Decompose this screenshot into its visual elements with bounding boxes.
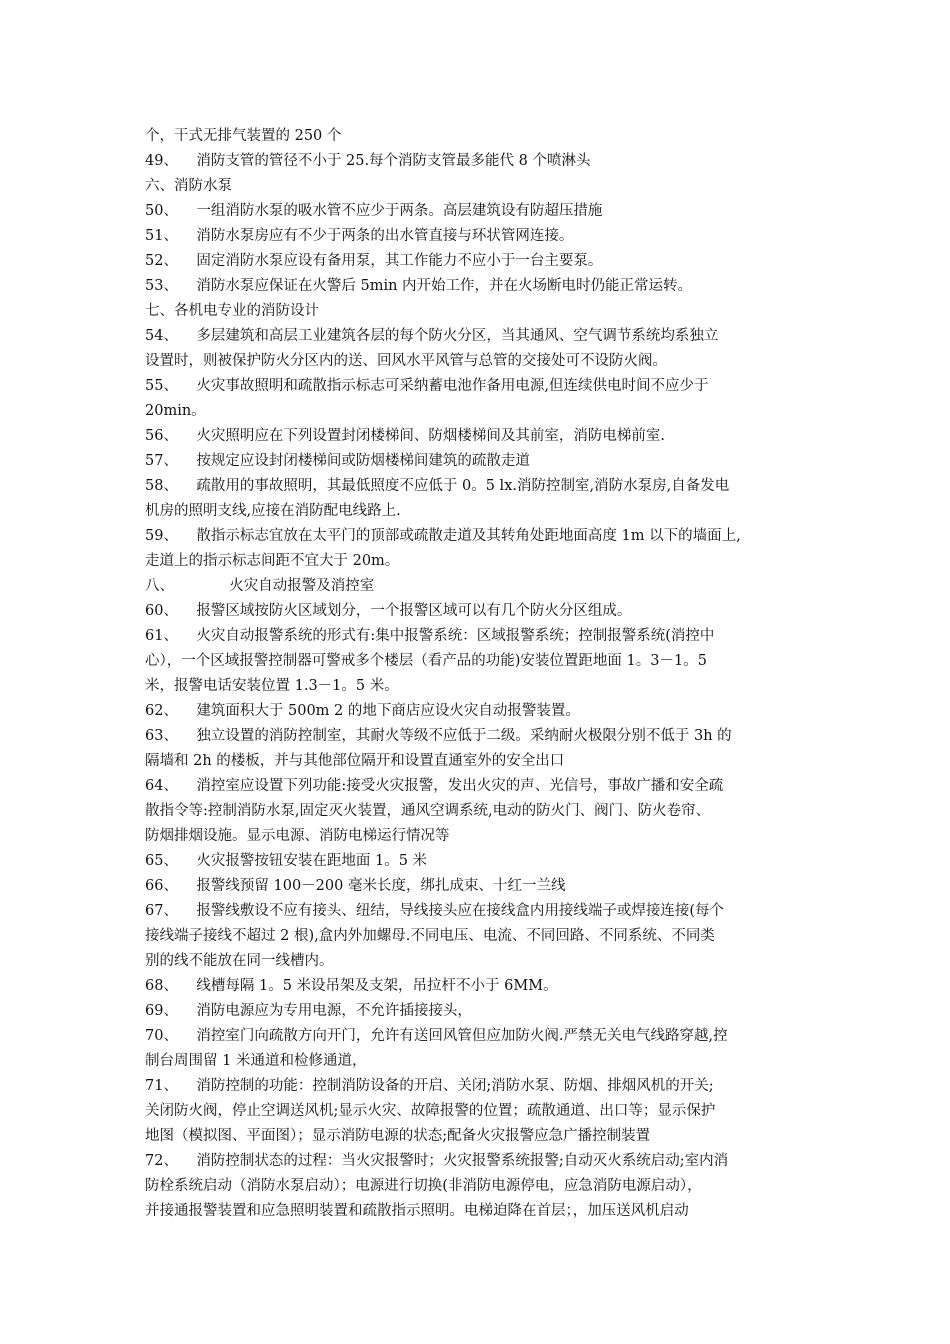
text-line: 56、 火灾照明应在下列设置封闭楼梯间、防烟楼梯间及其前室，消防电梯前室.	[145, 428, 665, 444]
text-line: 62、 建筑面积大于 500m 2 的地下商店应设火灾自动报警装置。	[145, 703, 580, 719]
text-line: 61、 火灾自动报警系统的形式有:集中报警系统：区域报警系统；控制报警系统(消控中	[145, 628, 715, 644]
text-line: 地图（模拟图、平面图）；显示消防电源的状态;配备火灾报警应急广播控制装置	[145, 1128, 651, 1144]
text-line: 关闭防火阀，停止空调送风机;显示火灾、故障报警的位置；疏散通道、出口等；显示保护	[145, 1103, 716, 1119]
text-line: 49、 消防支管的管径不小于 25.每个消防支管最多能代 8 个喷淋头	[145, 153, 591, 169]
text-line: 51、 消防水泵房应有不少于两条的出水管直接与环状管网连接。	[145, 228, 574, 244]
text-line: 59、 散指示标志宜放在太平门的顶部或疏散走道及其转角处距地面高度 1m 以下的墙面上,	[145, 528, 741, 544]
text-line: 设置时，则被保护防火分区内的送、回风水平风管与总管的交接处可不设防火阀。	[145, 353, 667, 369]
text-line: 63、 独立设置的消防控制室，其耐火等级不应低于二级。采纳耐火极限分别不低于 3h 的	[145, 728, 732, 744]
text-line: 接线端子接线不超过 2 根),盒内外加螺母.不同电压、电流、不同回路、不同系统、不同类	[145, 928, 715, 944]
text-line: 58、 疏散用的事故照明，其最低照度不应低于 0。5 lx.消防控制室,消防水泵房,自备发电	[145, 478, 730, 494]
text-line: 50、 一组消防水泵的吸水管不应少于两条。高层建筑设有防超压措施	[145, 203, 603, 219]
text-line: 机房的照明支线,应接在消防配电线路上.	[145, 503, 401, 519]
text-line: 67、 报警线敷设不应有接头、纽结，导线接头应在接线盒内用接线端子或焊接连接(每个	[145, 903, 725, 919]
text-line: 防烟排烟设施。显示电源、消防电梯运行情况等	[145, 828, 450, 844]
text-line: 防栓系统启动（消防水泵启动）；电源进行切换(非消防电源停电，应急消防电源启动），	[145, 1178, 702, 1194]
text-line: 别的线不能放在同一线槽内。	[145, 953, 334, 969]
text-line: 心），一个区域报警控制器可警戒多个楼层（看产品的功能)安装位置距地面 1。3－1。5	[145, 653, 707, 669]
text-line: 走道上的指示标志间距不宜大于 20m。	[145, 553, 400, 569]
text-line: 并接通报警装置和应急照明装置和疏散指示照明。电梯迫降在首层；，加压送风机启动	[145, 1203, 689, 1219]
text-line: 53、 消防水泵应保证在火警后 5min 内开始工作，并在火场断电时仍能正常运转。	[145, 278, 693, 294]
document-page	[145, 124, 820, 1224]
text-line: 72、 消防控制状态的过程：当火灾报警时；火灾报警系统报警;自动灭火系统启动;室内消	[145, 1153, 729, 1169]
text-line: 68、 线槽每隔 1。5 米设吊架及支架，吊拉杆不小于 6MM。	[145, 978, 558, 994]
text-line: 54、 多层建筑和高层工业建筑各层的每个防火分区，当其通风、空气调节系统均系独立	[145, 328, 719, 344]
text-line: 52、 固定消防水泵应设有备用泵，其工作能力不应小于一台主要泵。	[145, 253, 603, 269]
text-line: 71、 消防控制的功能：控制消防设备的开启、关闭;消防水泵、防烟、排烟风机的开关;	[145, 1078, 714, 1094]
text-line: 六、消防水泵	[145, 178, 232, 194]
text-line: 制台周围留 1 米通道和检修通道，	[145, 1053, 367, 1069]
text-line: 散指令等:控制消防水泵,固定灭火装置，通风空调系统,电动的防火门、阀门、防火卷帘、	[145, 803, 711, 819]
text-line: 米，报警电话安装位置 1.3－1。5 米。	[145, 678, 399, 694]
text-line: 七、各机电专业的消防设计	[145, 303, 319, 319]
text-line: 60、 报警区域按防火区域划分，一个报警区域可以有几个防火分区组成。	[145, 603, 632, 619]
text-line: 个，干式无排气装置的 250 个	[145, 128, 342, 144]
text-line: 57、 按规定应设封闭楼梯间或防烟楼梯间建筑的疏散走道	[145, 453, 530, 469]
text-line: 55、 火灾事故照明和疏散指示标志可采纳蓄电池作备用电源,但连续供电时间不应少于	[145, 378, 709, 394]
text-line: 20min。	[145, 403, 206, 419]
text-line: 69、 消防电源应为专用电源，不允许插接接头，	[145, 1003, 472, 1019]
text-line: 70、 消控室门向疏散方向开门，允许有送回风管但应加防火阀.严禁无关电气线路穿越,控	[145, 1028, 728, 1044]
text-line: 隔墙和 2h 的楼板，并与其他部位隔开和设置直通室外的安全出口	[145, 753, 565, 769]
text-line: 66、 报警线预留 100－200 毫米长度，绑扎成束、十红一兰线	[145, 878, 566, 894]
text-line: 八、 火灾自动报警及消控室	[145, 578, 375, 594]
text-line: 64、 消控室应设置下列功能:接受火灾报警，发出火灾的声、光信号，事故广播和安全疏	[145, 778, 724, 794]
text-line: 65、 火灾报警按钮安装在距地面 1。5 米	[145, 853, 428, 869]
